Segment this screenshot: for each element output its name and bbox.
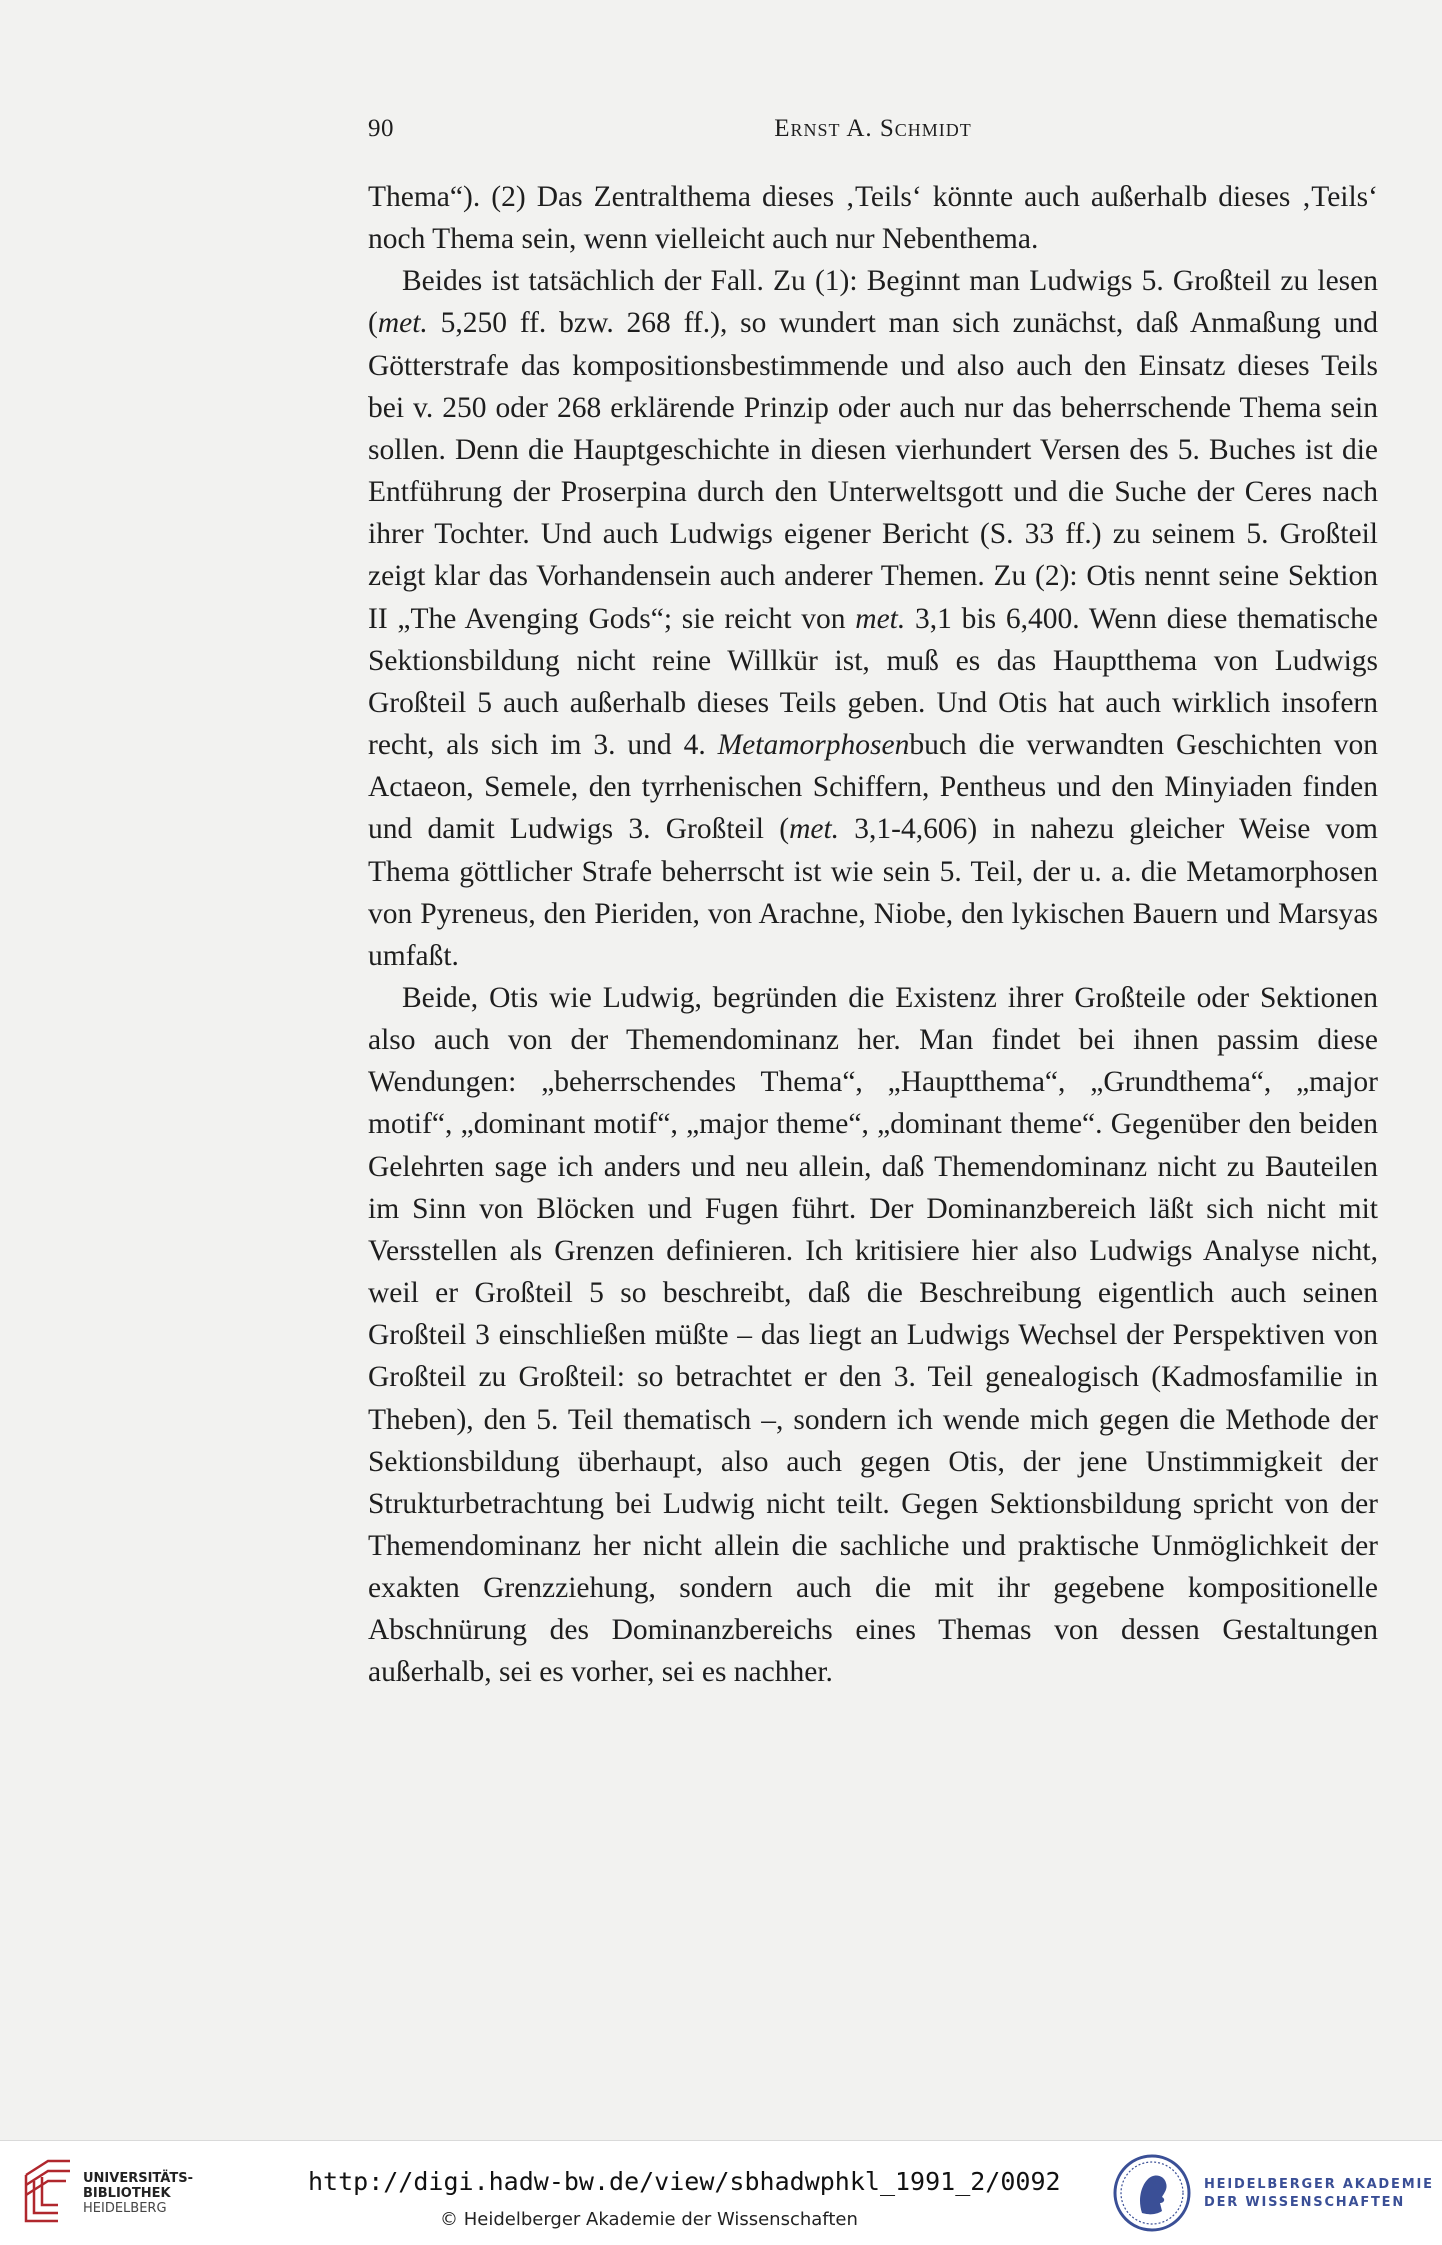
paragraph-text: 3,1 bis 6,400. Wenn diese thematische Sektionsbildung nicht reine Willkür ist, muß es das Hauptthema von Ludwigs Großteil 5 auch außerhalb dieses Teils geben. Und Otis hat auch wirklich insofern recht, als sich im 3. und 4. <box>368 602 1378 762</box>
paragraph-text: Beides ist tatsächlich der Fall. Zu (1): Beginnt man Ludwigs 5. Großteil zu lesen ( <box>368 265 1378 340</box>
document-url[interactable]: http://digi.hadw-bw.de/view/sbhadwphkl_1991_2/0092 <box>308 2167 1061 2196</box>
page-header <box>368 115 1378 155</box>
italic-text: met. <box>855 602 906 635</box>
library-name-line-3: HEIDELBERG <box>83 2201 167 2216</box>
library-name-line-2: BIBLIOTHEK <box>83 2186 171 2201</box>
paragraph <box>368 260 1378 977</box>
viewer-footer <box>0 2140 1442 2245</box>
paragraph <box>368 176 1378 260</box>
italic-text: Metamorphosen <box>717 729 910 762</box>
paragraph-text: buch die verwandten Geschichten von Actaeon, Semele, den tyrrhenischen Schiffern, Pentheus und den Minyiaden finden und damit Ludwigs 3. Großteil ( <box>368 729 1379 846</box>
copyright-notice: © Heidelberger Akademie der Wissenschaften <box>440 2209 858 2230</box>
library-name <box>83 2171 193 2216</box>
page-number: 90 <box>368 115 394 142</box>
italic-text: met. <box>377 307 428 340</box>
paragraph-text: 3,1-4,606) in nahezu gleicher Weise vom Thema göttlicher Strafe beherrscht ist wie sein 5. Teil, der u. a. die Metamorphosen von Pyreneus, den Pieriden, von Arachne, Niobe, den lykischen Bauern und Marsyas umfaßt. <box>368 813 1378 972</box>
academy-name-line-2: DER WISSENSCHAFTEN <box>1204 2195 1406 2210</box>
academy-name <box>1204 2176 1434 2212</box>
paragraph-text: 5,250 ff. bzw. 268 ff.), so wundert man sich zunächst, daß Anmaßung und Götterstrafe das kompositionsbestimmende und also auch den Einsatz dieses Teils bei v. 250 oder 268 erklärende Prinzip oder auch nur das beherrschende Thema sein sollen. Denn die Hauptgeschichte in diesen vierhundert Versen des 5. Buches ist die Entführung der Proserpina durch den Unterweltsgott und die Suche der Ceres nach ihrer Tochter. Und auch Ludwigs eigener Bericht (S. 33 ff.) zu seinem 5. Großteil zeigt klar das Vorhandensein auch anderer Themen. Zu (2): Otis nennt seine Sektion II „The Avenging Gods“; sie reicht von <box>368 307 1378 635</box>
italic-text: met. <box>789 813 840 846</box>
paragraph-text: Thema“). (2) Das Zentralthema dieses ‚Teils‘ könnte auch außerhalb dieses ‚Teils‘ noch Thema sein, wenn vielleicht auch nur Nebenthema. <box>368 181 1378 256</box>
university-library-logo-icon <box>18 2155 78 2231</box>
academy-name-line-1: HEIDELBERGER AKADEMIE <box>1204 2177 1434 2192</box>
paragraph-text: Beide, Otis wie Ludwig, begründen die Existenz ihrer Großteile oder Sektionen also auch von der Themendominanz her. Man findet bei ihnen passim diese Wendungen: „beherrschendes Thema“, „Hauptthema“, „Grundthema“, „major motif“, „dominant motif“, „major theme“, „dominant theme“. Gegenüber den beiden Gelehrten sage ich anders und neu allein, daß Themendominanz nicht zu Bauteilen im Sinn von Blöcken und Fugen führt. Der Dominanzbereich läßt sich nicht mit Versstellen als Grenzen definieren. Ich kritisiere hier also Ludwigs Analyse nicht, weil er Großteil 5 so beschreibt, daß die Beschreibung eigentlich auch seinen Großteil 3 einschließen müßte – das liegt an Ludwigs Wechsel der Perspektiven von Großteil zu Großteil: so betrachtet er den 3. Teil genealogisch (Kadmosfamilie in Theben), den 5. Teil thematisch –, sondern ich wende mich gegen die Methode der Sektionsbildung überhaupt, also auch gegen Otis, der jene Unstimmigkeit der Strukturbetrachtung bei Ludwig nicht teilt. Gegen Sektionsbildung spricht von der Themendominanz her nicht allein die sachliche und praktische Unmöglichkeit der exakten Grenzziehung, sondern auch die mit ihr gegebene kompositionelle Abschnürung des Dominanzbereichs eines Themas von dessen Gestaltungen außerhalb, sei es vorher, sei es nachher. <box>368 981 1378 1689</box>
paragraph <box>368 977 1378 1694</box>
academy-seal-icon <box>1112 2153 1192 2233</box>
running-head: Ernst A. Schmidt <box>774 115 972 142</box>
library-name-line-1: UNIVERSITÄTS- <box>83 2171 193 2186</box>
body-text <box>368 176 1378 1694</box>
